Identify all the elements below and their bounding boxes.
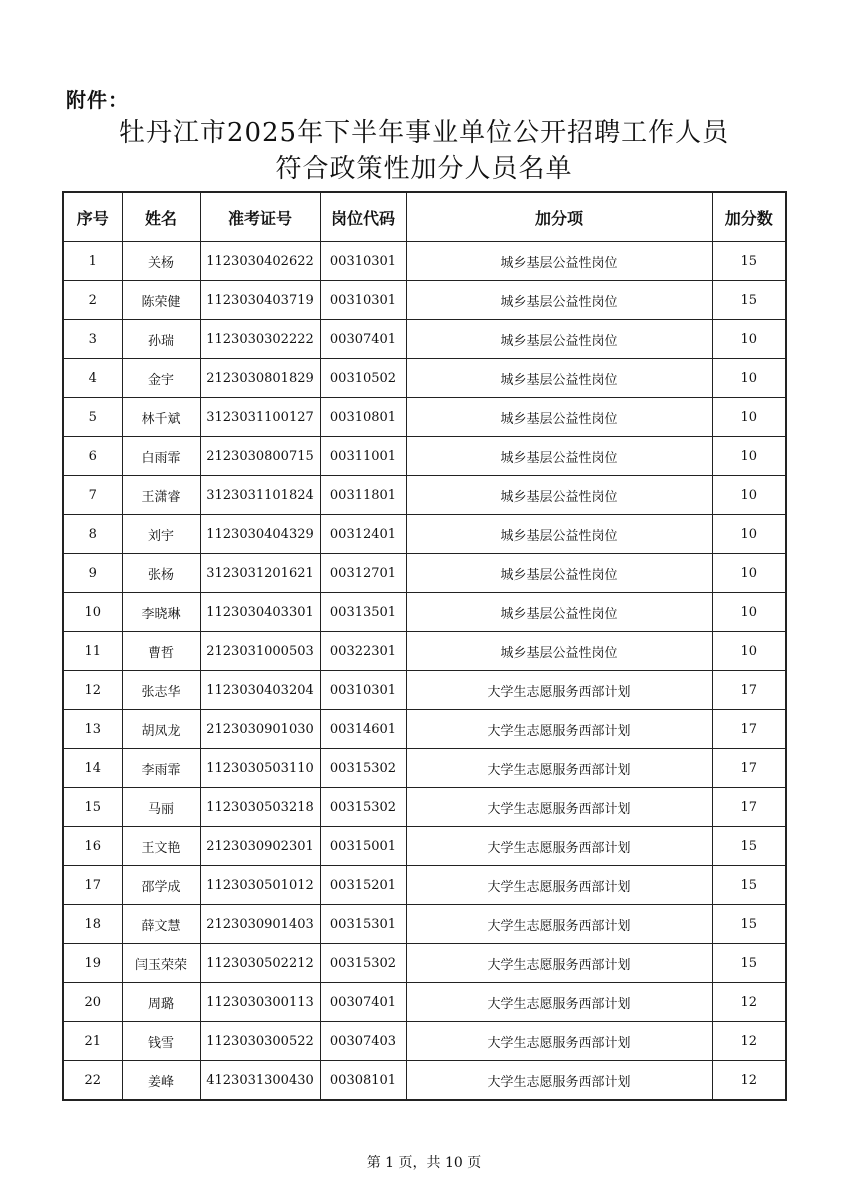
cell-position-code: 00307401 <box>320 320 406 359</box>
bonus-points-table <box>62 191 787 1101</box>
cell-index: 21 <box>63 1022 122 1061</box>
cell-name: 薛文慧 <box>122 905 200 944</box>
cell-index: 3 <box>63 320 122 359</box>
cell-position-code: 00311801 <box>320 476 406 515</box>
cell-index: 4 <box>63 359 122 398</box>
cell-bonus-points: 10 <box>712 359 786 398</box>
cell-position-code: 00314601 <box>320 710 406 749</box>
document-title-line-1: 牡丹江市2025年下半年事业单位公开招聘工作人员 <box>118 118 730 148</box>
cell-name: 林千斌 <box>122 398 200 437</box>
cell-index: 11 <box>63 632 122 671</box>
cell-bonus-points: 12 <box>712 983 786 1022</box>
table-row <box>63 944 786 983</box>
cell-bonus-item: 大学生志愿服务西部计划 <box>406 1061 712 1101</box>
cell-position-code: 00315001 <box>320 827 406 866</box>
cell-bonus-item: 大学生志愿服务西部计划 <box>406 710 712 749</box>
cell-bonus-points: 15 <box>712 281 786 320</box>
cell-exam-id: 1123030300113 <box>200 983 320 1022</box>
cell-name: 邵学成 <box>122 866 200 905</box>
cell-bonus-points: 17 <box>712 788 786 827</box>
cell-exam-id: 2123030801829 <box>200 359 320 398</box>
cell-bonus-item: 大学生志愿服务西部计划 <box>406 827 712 866</box>
cell-name: 刘宇 <box>122 515 200 554</box>
cell-name: 周璐 <box>122 983 200 1022</box>
column-header-exam-id: 准考证号 <box>200 192 320 242</box>
cell-exam-id: 1123030403719 <box>200 281 320 320</box>
cell-bonus-item: 大学生志愿服务西部计划 <box>406 749 712 788</box>
cell-bonus-item: 大学生志愿服务西部计划 <box>406 866 712 905</box>
cell-bonus-item: 大学生志愿服务西部计划 <box>406 944 712 983</box>
table-row <box>63 905 786 944</box>
cell-name: 孙瑞 <box>122 320 200 359</box>
cell-index: 6 <box>63 437 122 476</box>
column-header-name: 姓名 <box>122 192 200 242</box>
column-header-bonus-item: 加分项 <box>406 192 712 242</box>
cell-index: 18 <box>63 905 122 944</box>
cell-bonus-points: 10 <box>712 437 786 476</box>
cell-name: 闫玉荣荣 <box>122 944 200 983</box>
cell-position-code: 00322301 <box>320 632 406 671</box>
cell-index: 1 <box>63 242 122 281</box>
table-row <box>63 320 786 359</box>
cell-bonus-points: 10 <box>712 593 786 632</box>
cell-exam-id: 1123030502212 <box>200 944 320 983</box>
cell-index: 14 <box>63 749 122 788</box>
cell-bonus-item: 大学生志愿服务西部计划 <box>406 788 712 827</box>
table-row <box>63 359 786 398</box>
column-header-bonus-points: 加分数 <box>712 192 786 242</box>
cell-bonus-points: 17 <box>712 710 786 749</box>
cell-index: 16 <box>63 827 122 866</box>
cell-position-code: 00308101 <box>320 1061 406 1101</box>
table-row <box>63 671 786 710</box>
cell-name: 马丽 <box>122 788 200 827</box>
table-row <box>63 983 786 1022</box>
cell-position-code: 00310801 <box>320 398 406 437</box>
table-row <box>63 515 786 554</box>
cell-bonus-points: 10 <box>712 320 786 359</box>
table-row <box>63 1022 786 1061</box>
cell-bonus-item: 大学生志愿服务西部计划 <box>406 905 712 944</box>
cell-bonus-points: 10 <box>712 476 786 515</box>
cell-exam-id: 1123030302222 <box>200 320 320 359</box>
table-header-row <box>63 192 786 242</box>
table-row <box>63 749 786 788</box>
table-row <box>63 476 786 515</box>
cell-position-code: 00311001 <box>320 437 406 476</box>
cell-index: 17 <box>63 866 122 905</box>
cell-name: 陈荣健 <box>122 281 200 320</box>
cell-bonus-points: 12 <box>712 1022 786 1061</box>
cell-bonus-item: 大学生志愿服务西部计划 <box>406 1022 712 1061</box>
cell-position-code: 00313501 <box>320 593 406 632</box>
cell-exam-id: 3123031201621 <box>200 554 320 593</box>
cell-exam-id: 2123030902301 <box>200 827 320 866</box>
cell-index: 12 <box>63 671 122 710</box>
cell-index: 15 <box>63 788 122 827</box>
cell-index: 20 <box>63 983 122 1022</box>
document-title-line-2: 符合政策性加分人员名单 <box>275 154 573 184</box>
cell-position-code: 00315201 <box>320 866 406 905</box>
cell-position-code: 00315302 <box>320 749 406 788</box>
cell-bonus-item: 城乡基层公益性岗位 <box>406 476 712 515</box>
table-body <box>63 242 786 1101</box>
cell-exam-id: 3123031100127 <box>200 398 320 437</box>
cell-position-code: 00307403 <box>320 1022 406 1061</box>
cell-position-code: 00315302 <box>320 944 406 983</box>
table-row <box>63 632 786 671</box>
cell-bonus-points: 17 <box>712 671 786 710</box>
cell-bonus-points: 15 <box>712 866 786 905</box>
table-row <box>63 437 786 476</box>
cell-index: 22 <box>63 1061 122 1101</box>
cell-index: 5 <box>63 398 122 437</box>
table-row <box>63 398 786 437</box>
cell-bonus-points: 15 <box>712 827 786 866</box>
cell-exam-id: 2123030901030 <box>200 710 320 749</box>
cell-bonus-item: 城乡基层公益性岗位 <box>406 593 712 632</box>
cell-name: 胡凤龙 <box>122 710 200 749</box>
cell-bonus-item: 城乡基层公益性岗位 <box>406 437 712 476</box>
cell-index: 7 <box>63 476 122 515</box>
cell-exam-id: 1123030300522 <box>200 1022 320 1061</box>
cell-bonus-points: 15 <box>712 944 786 983</box>
cell-exam-id: 2123031000503 <box>200 632 320 671</box>
cell-name: 张志华 <box>122 671 200 710</box>
cell-position-code: 00310301 <box>320 281 406 320</box>
cell-position-code: 00312701 <box>320 554 406 593</box>
table-row <box>63 710 786 749</box>
table-row <box>63 242 786 281</box>
cell-name: 白雨霏 <box>122 437 200 476</box>
table-row <box>63 593 786 632</box>
cell-bonus-item: 城乡基层公益性岗位 <box>406 242 712 281</box>
cell-name: 钱雪 <box>122 1022 200 1061</box>
cell-exam-id: 1123030403301 <box>200 593 320 632</box>
cell-index: 2 <box>63 281 122 320</box>
cell-position-code: 00307401 <box>320 983 406 1022</box>
cell-index: 8 <box>63 515 122 554</box>
cell-exam-id: 4123031300430 <box>200 1061 320 1101</box>
cell-bonus-points: 17 <box>712 749 786 788</box>
cell-bonus-points: 10 <box>712 515 786 554</box>
cell-bonus-item: 城乡基层公益性岗位 <box>406 632 712 671</box>
cell-bonus-item: 城乡基层公益性岗位 <box>406 281 712 320</box>
cell-position-code: 00315301 <box>320 905 406 944</box>
table-row <box>63 554 786 593</box>
cell-name: 李晓琳 <box>122 593 200 632</box>
cell-name: 王文艳 <box>122 827 200 866</box>
cell-exam-id: 3123031101824 <box>200 476 320 515</box>
cell-bonus-item: 城乡基层公益性岗位 <box>406 515 712 554</box>
cell-bonus-points: 10 <box>712 632 786 671</box>
cell-bonus-points: 15 <box>712 242 786 281</box>
table-row <box>63 866 786 905</box>
cell-name: 曹哲 <box>122 632 200 671</box>
cell-exam-id: 1123030404329 <box>200 515 320 554</box>
cell-position-code: 00315302 <box>320 788 406 827</box>
cell-index: 9 <box>63 554 122 593</box>
table-row <box>63 1061 786 1101</box>
table-row <box>63 281 786 320</box>
attachment-label: 附件： <box>66 88 129 112</box>
cell-bonus-points: 10 <box>712 398 786 437</box>
cell-name: 金宇 <box>122 359 200 398</box>
cell-exam-id: 1123030503218 <box>200 788 320 827</box>
cell-bonus-item: 城乡基层公益性岗位 <box>406 554 712 593</box>
cell-exam-id: 1123030501012 <box>200 866 320 905</box>
cell-bonus-item: 城乡基层公益性岗位 <box>406 320 712 359</box>
cell-position-code: 00310301 <box>320 242 406 281</box>
cell-name: 李雨霏 <box>122 749 200 788</box>
table-row <box>63 827 786 866</box>
cell-exam-id: 1123030403204 <box>200 671 320 710</box>
cell-bonus-item: 大学生志愿服务西部计划 <box>406 983 712 1022</box>
cell-name: 姜峰 <box>122 1061 200 1101</box>
cell-bonus-item: 大学生志愿服务西部计划 <box>406 671 712 710</box>
column-header-position-code: 岗位代码 <box>320 192 406 242</box>
cell-exam-id: 2123030901403 <box>200 905 320 944</box>
cell-bonus-points: 10 <box>712 554 786 593</box>
cell-position-code: 00310502 <box>320 359 406 398</box>
cell-exam-id: 1123030402622 <box>200 242 320 281</box>
page-number: 第 1 页，共 10 页 <box>366 1155 482 1171</box>
table-row <box>63 788 786 827</box>
cell-position-code: 00310301 <box>320 671 406 710</box>
cell-name: 关杨 <box>122 242 200 281</box>
cell-index: 10 <box>63 593 122 632</box>
cell-bonus-item: 城乡基层公益性岗位 <box>406 398 712 437</box>
column-header-index: 序号 <box>63 192 122 242</box>
cell-exam-id: 1123030503110 <box>200 749 320 788</box>
cell-bonus-points: 15 <box>712 905 786 944</box>
cell-bonus-points: 12 <box>712 1061 786 1101</box>
cell-position-code: 00312401 <box>320 515 406 554</box>
cell-bonus-item: 城乡基层公益性岗位 <box>406 359 712 398</box>
cell-name: 张杨 <box>122 554 200 593</box>
cell-exam-id: 2123030800715 <box>200 437 320 476</box>
cell-index: 13 <box>63 710 122 749</box>
cell-name: 王潇睿 <box>122 476 200 515</box>
cell-index: 19 <box>63 944 122 983</box>
